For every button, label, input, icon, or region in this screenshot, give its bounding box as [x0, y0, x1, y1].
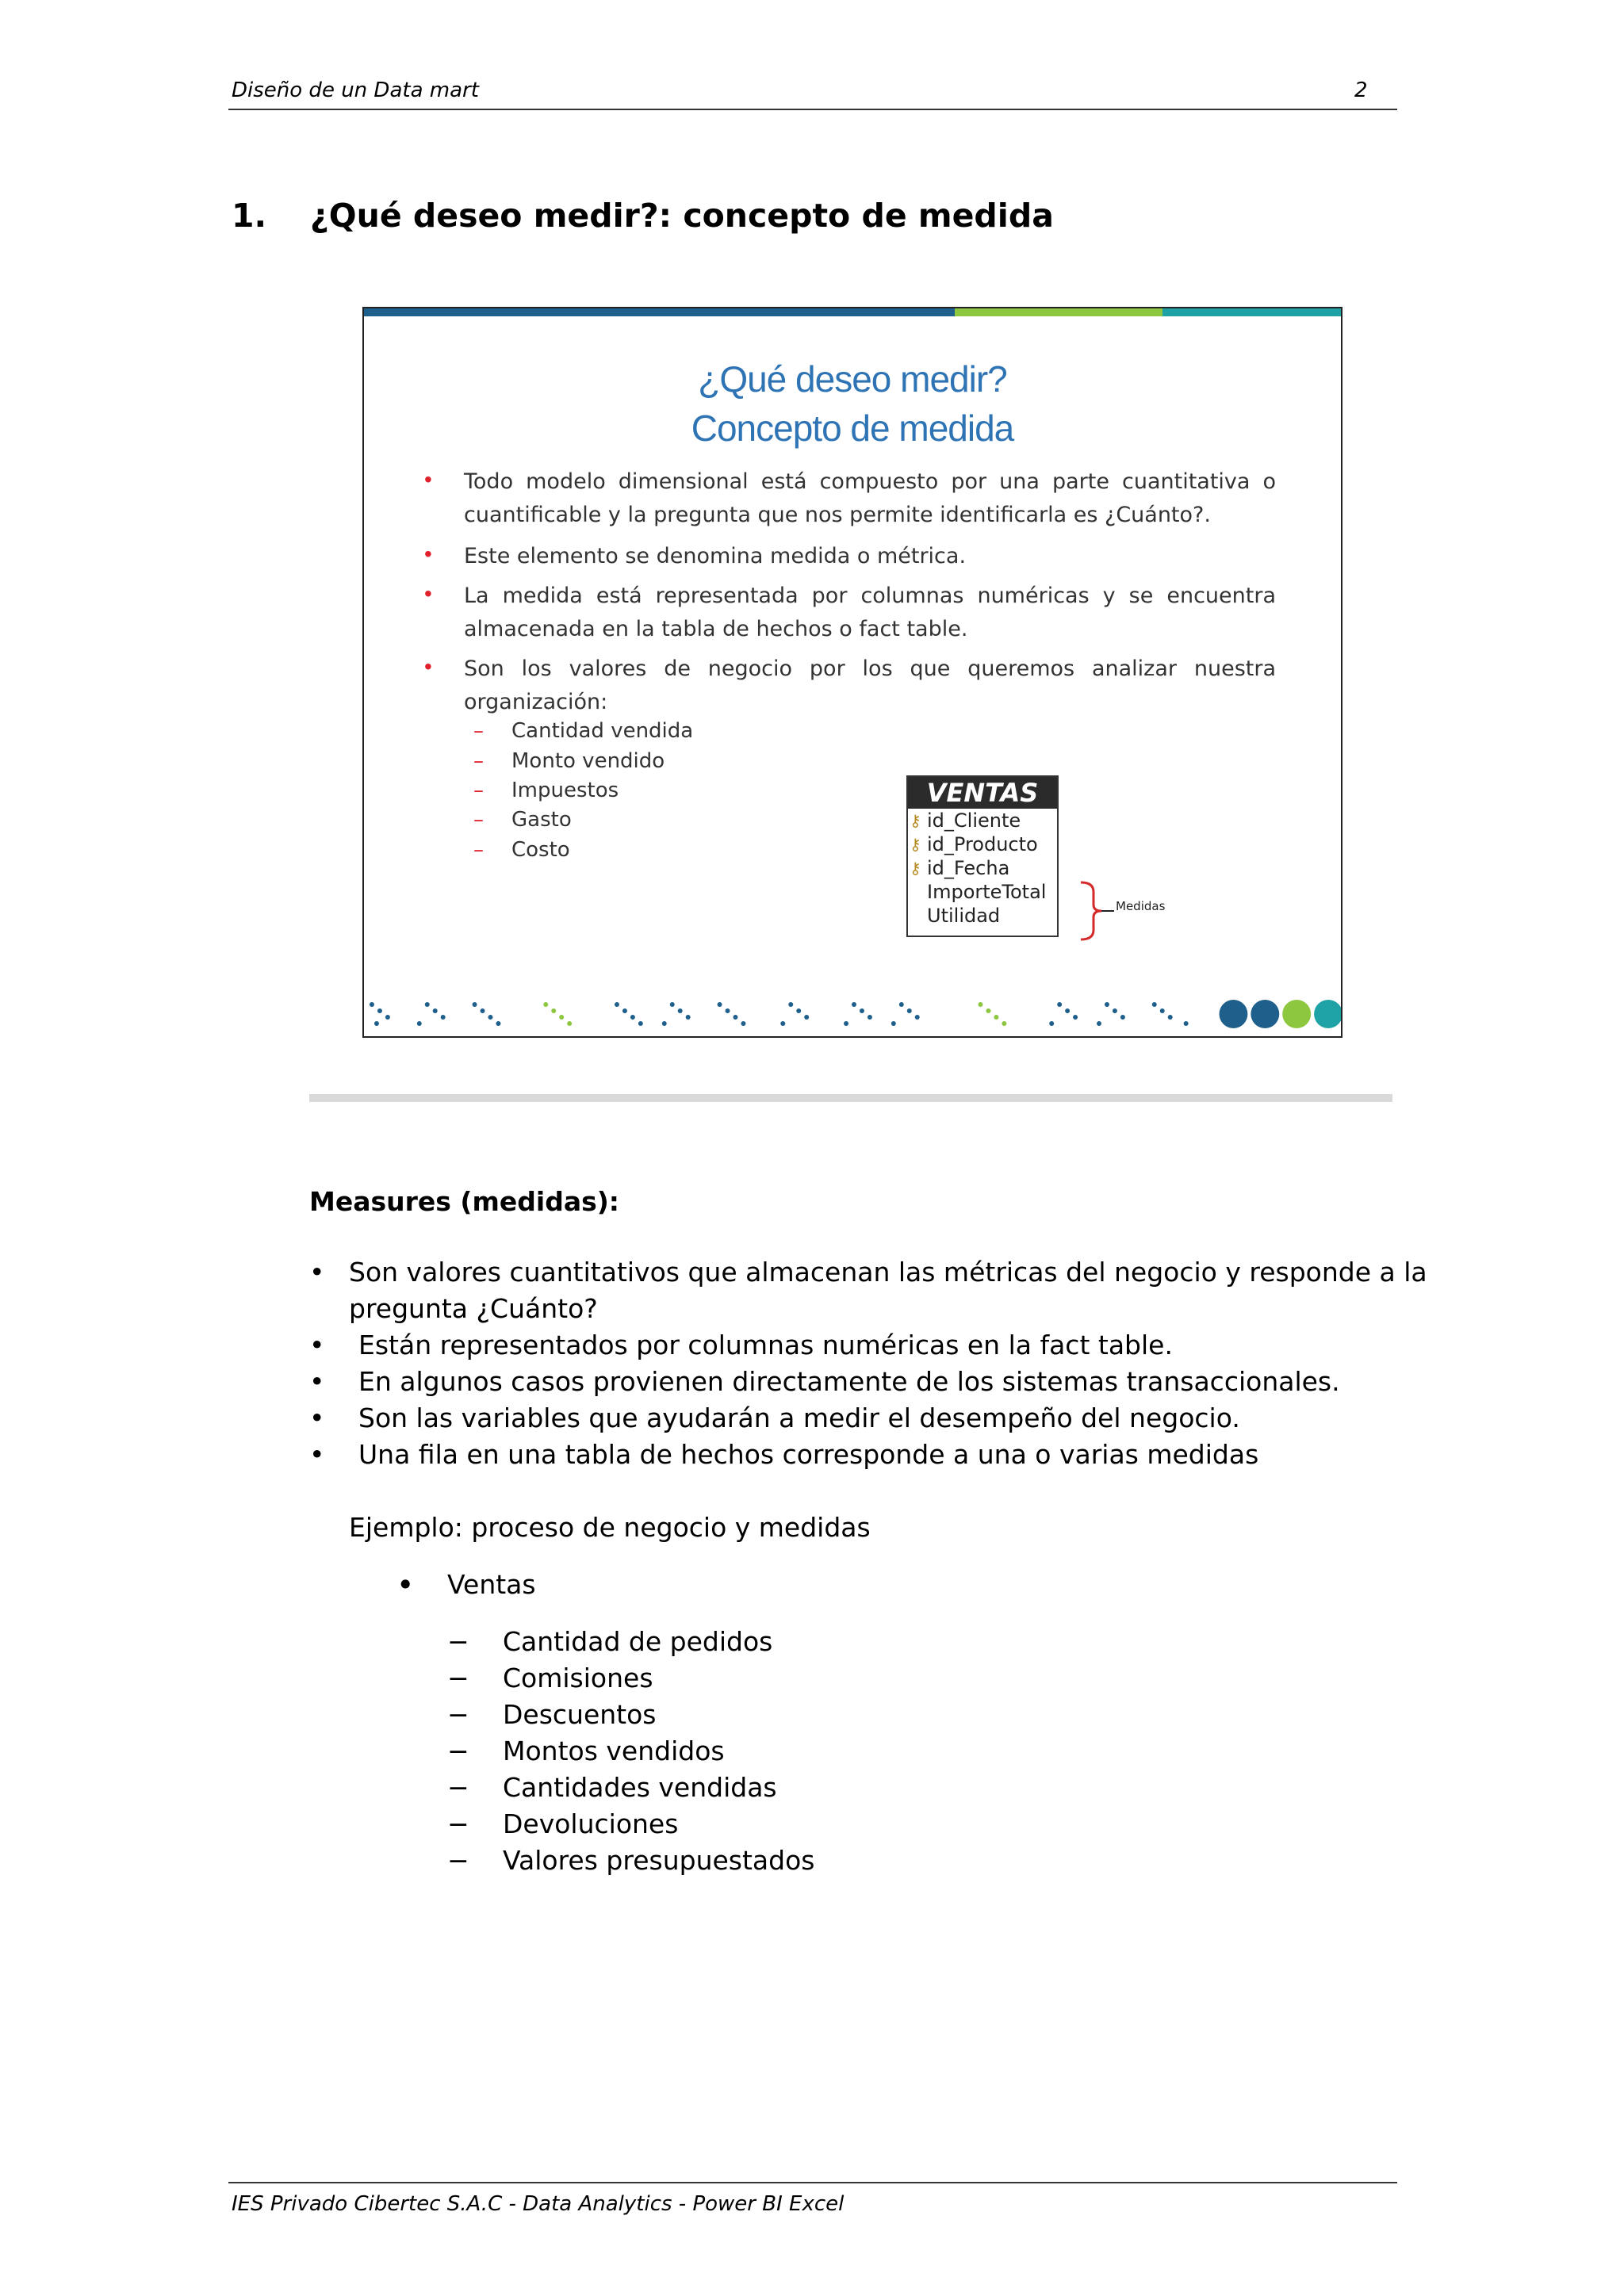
example-measure: Valores presupuestados — [503, 1845, 815, 1876]
slide-bullet-dot: • — [424, 654, 432, 679]
example-dash: − — [447, 1663, 469, 1693]
page-number: 2 — [1354, 78, 1368, 102]
brace-icon — [1078, 881, 1116, 941]
slide-sub-dash: – — [473, 719, 484, 743]
table-field: ⚷ id_Producto — [910, 833, 1038, 855]
footer-rule — [228, 2182, 1397, 2183]
ventas-table — [906, 775, 1059, 937]
slide-sub-dash: – — [473, 808, 484, 832]
bullet-dot: • — [309, 1439, 325, 1470]
example-measure: Montos vendidos — [503, 1735, 725, 1766]
slide-top-bar-teal — [1162, 308, 1342, 316]
slide-bullet-1: Todo modelo dimensional está compuesto por una parte cuantitativa o cuantificable y la pregunta que nos permite identificarla es ¿Cuánto?. — [464, 469, 1276, 527]
slide-top-bar-blue — [364, 308, 955, 316]
slide-sub-item: Impuestos — [511, 779, 619, 802]
slide-sub-item: Cantidad vendida — [511, 719, 694, 743]
bullet-dot: • — [309, 1257, 325, 1288]
slide-bullet-dot: • — [424, 581, 432, 606]
slide-sub-item: Monto vendido — [511, 749, 665, 773]
measures-bullet-1: Son valores cuantitativos que almacenan las métricas del negocio y responde a la pregunta ¿Cuánto? — [349, 1257, 1427, 1324]
ventas-table-name: VENTAS — [908, 777, 1057, 809]
example-measure: Devoluciones — [503, 1808, 679, 1839]
slide-bullet-3: La medida está representada por columnas numéricas y se encuentra almacenada en la tabla de hechos o fact table. — [464, 584, 1276, 641]
slide-decorative-pattern — [364, 992, 1341, 1036]
header-title: Diseño de un Data mart — [232, 78, 479, 102]
bullet-dot: • — [309, 1330, 325, 1360]
key-icon: ⚷ — [910, 859, 921, 878]
example-dash: − — [447, 1772, 469, 1803]
slide-bullet-dot: • — [424, 467, 432, 492]
table-field: ⚷ id_Cliente — [910, 809, 1021, 832]
table-field: ImporteTotal — [927, 881, 1047, 903]
slide-sub-item: Gasto — [511, 808, 572, 832]
slide-image — [362, 307, 1342, 1038]
example-measure: Comisiones — [503, 1663, 653, 1693]
footer-text: IES Privado Cibertec S.A.C - Data Analytics - Power BI Excel — [232, 2192, 845, 2216]
slide-top-bar-green — [955, 308, 1162, 316]
example-dash: − — [447, 1699, 469, 1730]
measures-bullet-5: Una fila en una tabla de hechos corresponde a una o varias medidas — [358, 1439, 1259, 1470]
example-dash: − — [447, 1845, 469, 1876]
slide-sub-item: Costo — [511, 838, 570, 862]
section-title: ¿Qué deseo medir?: concepto de medida — [310, 197, 1054, 235]
slide-sub-dash: – — [473, 779, 484, 802]
example-measure: Descuentos — [503, 1699, 657, 1730]
slide-sub-dash: – — [473, 838, 484, 862]
table-field: Utilidad — [927, 905, 1001, 927]
slide-bullet-4: Son los valores de negocio por los que queremos analizar nuestra organización: — [464, 656, 1276, 714]
brace-label: Medidas — [1116, 899, 1166, 913]
measures-bullet-4: Son las variables que ayudarán a medir el desempeño del negocio. — [358, 1402, 1240, 1433]
example-title: Ejemplo: proceso de negocio y medidas — [349, 1512, 871, 1543]
header-rule — [228, 109, 1397, 110]
example-process: Ventas — [447, 1569, 536, 1600]
measures-heading: Measures (medidas): — [309, 1186, 620, 1217]
bullet-dot: • — [309, 1366, 325, 1397]
bullet-dot: • — [309, 1402, 325, 1433]
table-field: ⚷ id_Fecha — [910, 857, 1010, 879]
slide-title-line1: ¿Qué deseo medir? — [698, 358, 1007, 400]
measures-bullet-3: En algunos casos provienen directamente de los sistemas transaccionales. — [358, 1366, 1340, 1397]
example-dash: − — [447, 1808, 469, 1839]
example-measure: Cantidad de pedidos — [503, 1626, 773, 1657]
slide-bullet-2: Este elemento se denomina medida o métrica. — [464, 544, 967, 568]
slide-sub-dash: – — [473, 749, 484, 773]
example-measure: Cantidades vendidas — [503, 1772, 777, 1803]
separator-bar — [309, 1094, 1392, 1102]
key-icon: ⚷ — [910, 811, 921, 830]
slide-bullet-dot: • — [424, 541, 432, 566]
example-dash: − — [447, 1735, 469, 1766]
slide-title-line2: Concepto de medida — [691, 408, 1014, 449]
key-icon: ⚷ — [910, 835, 921, 854]
measures-bullet-2: Están representados por columnas numéricas en la fact table. — [358, 1330, 1173, 1360]
example-dash: − — [447, 1626, 469, 1657]
section-number: 1. — [232, 197, 267, 235]
example-bullet-dot: • — [396, 1567, 415, 1602]
